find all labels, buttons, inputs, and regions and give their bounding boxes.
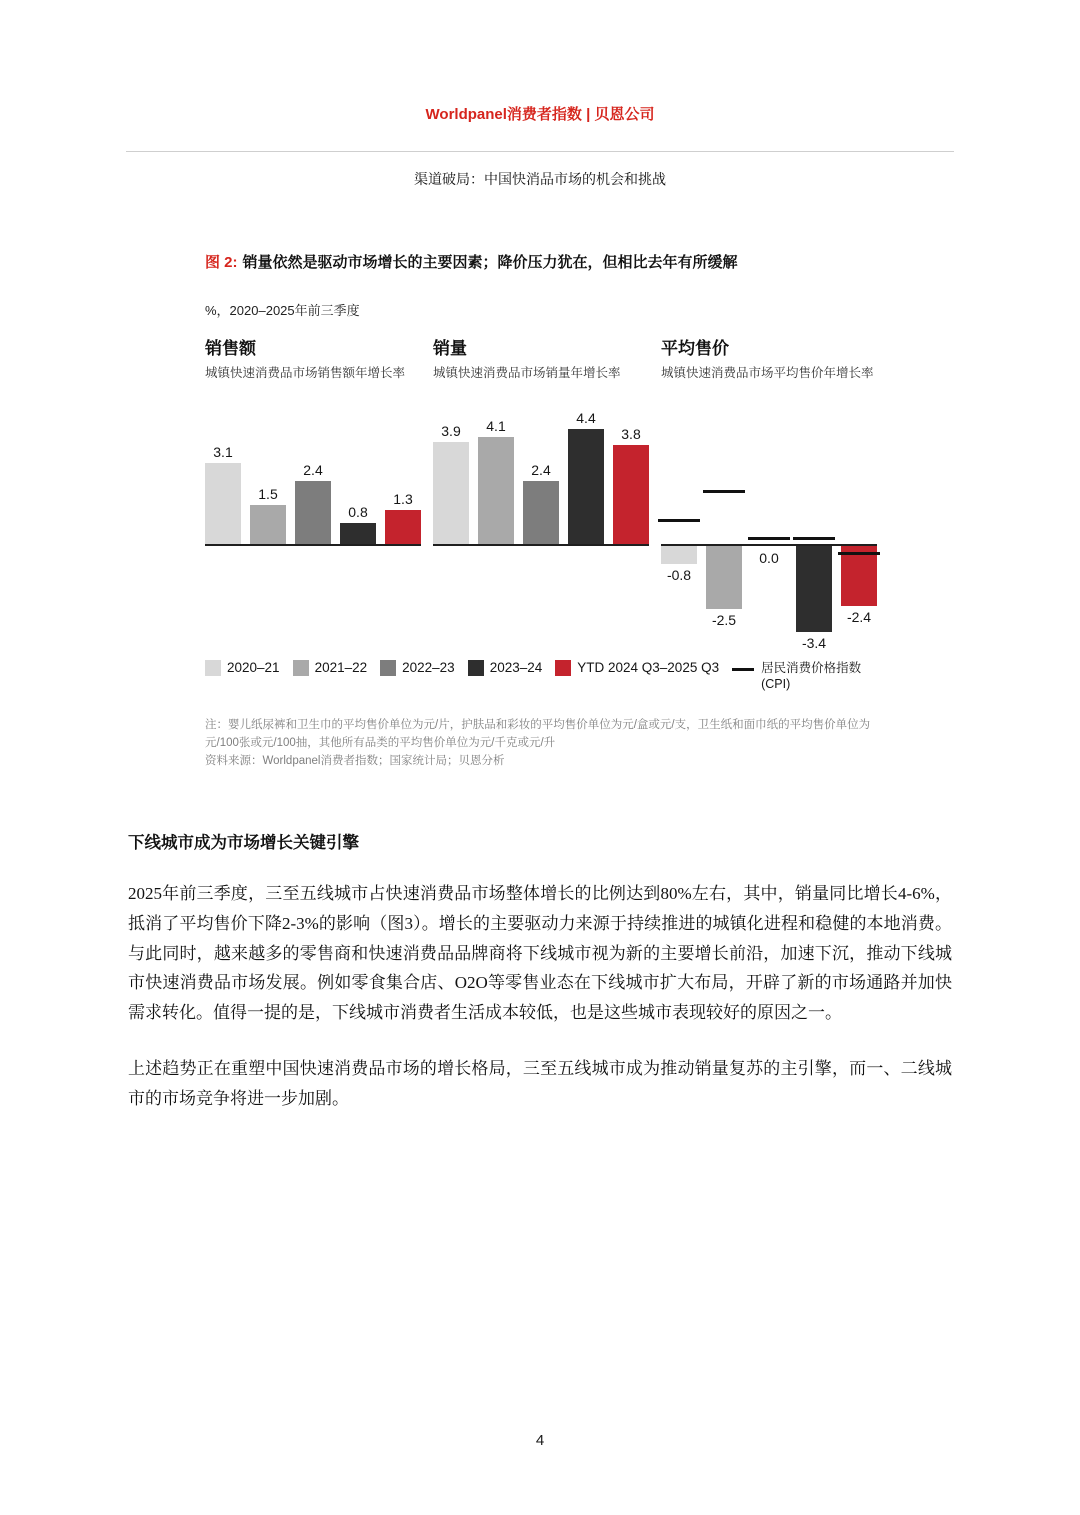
- document-title: 渠道破局：中国快消品市场的机会和挑战: [414, 171, 666, 187]
- bar-slot-2023–24: [568, 406, 604, 654]
- panel-title: 销量: [433, 338, 467, 358]
- bar-value-label: 1.5: [258, 485, 278, 502]
- bar-value-label: 3.8: [621, 425, 641, 442]
- bar: [340, 523, 376, 544]
- legend-cpi-label: 居民消费价格指数 (CPI): [761, 660, 862, 692]
- plot-area: [433, 406, 649, 654]
- bar: [796, 544, 832, 632]
- bar-slot-2021–22: [478, 406, 514, 654]
- panel-title: 平均售价: [661, 338, 729, 358]
- bar-value-label: 3.9: [441, 423, 461, 440]
- bar-slot-YTD 2024 Q3–2025 Q3: [613, 406, 649, 654]
- header-divider: [126, 151, 954, 152]
- bar-value-label: -0.8: [666, 567, 692, 584]
- bar-slot-2021–22: [250, 406, 286, 654]
- chart-panel-sales-value: [205, 334, 421, 654]
- bar-slot-2023–24: [340, 406, 376, 654]
- legend-label: 2021–22: [314, 660, 368, 675]
- bar-chart: [205, 334, 877, 654]
- bar-slot-YTD 2024 Q3–2025 Q3: [841, 406, 877, 654]
- bar-slot-2022–23: [751, 406, 787, 654]
- bar-slot-2022–23: [295, 406, 331, 654]
- panel-subtitle: 城镇快速消费品市场销售额年增长率: [205, 365, 406, 380]
- legend-swatch-icon: [380, 660, 396, 676]
- bar-value-label: 0.0: [759, 549, 779, 566]
- bar: [478, 437, 514, 544]
- plot-area: [661, 406, 877, 654]
- panel-title: 销售额: [205, 338, 256, 358]
- x-axis-line: [661, 544, 877, 546]
- legend: [205, 660, 905, 694]
- bar-value-label: 2.4: [303, 462, 323, 479]
- bar-value-label: 0.8: [348, 503, 368, 520]
- legend-swatch-icon: [205, 660, 221, 676]
- bar: [433, 442, 469, 543]
- bar: [523, 481, 559, 543]
- legend-item-0: [205, 660, 280, 676]
- bar: [295, 481, 331, 543]
- legend-item-4: [555, 660, 719, 676]
- header-brand: Worldpanel消费者指数 | 贝恩公司: [425, 106, 655, 123]
- legend-item-1: [293, 660, 368, 676]
- legend-swatch-icon: [555, 660, 571, 676]
- x-axis-line: [205, 544, 421, 546]
- bar-slot-2020–21: [433, 406, 469, 654]
- legend-item-cpi: [732, 660, 863, 694]
- legend-label: 2020–21: [227, 660, 280, 675]
- figure-title: [205, 253, 960, 273]
- body-paragraph-1: 2025年前三季度，三至五线城市占快速消费品市场整体增长的比例达到80%左右，其中，销量同比增长4-6%，抵消了平均售价下降2-3%的影响（图3）。增长的主要驱动力来源于持续推进的城镇化进程和稳健的本地消费。与此同时，越来越多的零售商和快速消费品品牌商将下线城市视为新的主要增长前沿，加速下沉，推动下线城市快速消费品市场发展。例如零食集合店、O2O等零售业态在下线城市扩大布局，开辟了新的市场通路并加快需求转化。值得一提的是，下线城市消费者生活成本较低，也是这些城市表现较好的原因之一。: [128, 883, 952, 1023]
- note-source: 资料来源：Worldpanel消费者指数；国家统计局；贝恩分析: [205, 754, 505, 767]
- body-section: [128, 829, 952, 1114]
- panel-subtitle: 城镇快速消费品市场平均售价年增长率: [661, 365, 874, 380]
- body-paragraph-2: 上述趋势正在重塑中国快速消费品市场的增长格局，三至五线城市成为推动销量复苏的主引擎，而一、二线城市的市场竞争将进一步加剧。: [128, 1059, 952, 1109]
- legend-item-3: [468, 660, 543, 676]
- bar-slot-2020–21: [661, 406, 697, 654]
- bar: [568, 429, 604, 543]
- bar-slot-2020–21: [205, 406, 241, 654]
- plot-area: [205, 406, 421, 654]
- bar-value-label: -2.4: [846, 608, 872, 625]
- legend-swatch-icon: [293, 660, 309, 676]
- bar-slot-2023–24: [796, 406, 832, 654]
- bar: [661, 544, 697, 565]
- note-units: 注：婴儿纸尿裤和卫生巾的平均售价单位为元/片，护肤品和彩妆的平均售价单位为元/盒或元/支，卫生纸和面巾纸的平均售价单位为元/100张或元/100抽，其他所有品类的平均售价单位为元/千克或元/升: [205, 719, 871, 750]
- bar-slot-2022–23: [523, 406, 559, 654]
- bar: [385, 510, 421, 544]
- bar-value-label: 4.1: [486, 417, 506, 434]
- figure-notes: [205, 717, 903, 770]
- legend-label: 2022–23: [402, 660, 455, 675]
- bar-slot-2021–22: [706, 406, 742, 654]
- cpi-marker: [748, 537, 790, 540]
- bar: [613, 445, 649, 544]
- chart-panel-volume: [433, 334, 649, 654]
- bar-value-label: -2.5: [711, 611, 737, 628]
- cpi-marker: [838, 552, 880, 555]
- cpi-marker: [793, 537, 835, 540]
- legend-label: 2023–24: [489, 660, 543, 675]
- panel-subtitle: 城镇快速消费品市场销量年增长率: [433, 365, 621, 380]
- figure-label: 图 2:: [205, 254, 238, 271]
- cpi-marker: [703, 490, 745, 493]
- bar-value-label: 2.4: [531, 462, 551, 479]
- bar-value-label: 4.4: [576, 410, 596, 427]
- bar-value-label: 3.1: [213, 443, 233, 460]
- x-axis-line: [433, 544, 649, 546]
- page-number: 4: [535, 1432, 545, 1449]
- bar-value-label: -3.4: [801, 634, 827, 651]
- cpi-marker: [658, 519, 700, 522]
- cpi-line-icon: [732, 668, 754, 671]
- figure-title-text: 销量依然是驱动市场增长的主要因素；降价压力犹在，但相比去年有所缓解: [242, 254, 738, 271]
- chart-panel-avg-price: [661, 334, 877, 654]
- bar: [205, 463, 241, 544]
- bar-slot-YTD 2024 Q3–2025 Q3: [385, 406, 421, 654]
- bar: [250, 505, 286, 544]
- figure-unit-line: %，2020–2025年前三季度: [205, 302, 360, 318]
- bar: [706, 544, 742, 609]
- legend-item-2: [380, 660, 455, 676]
- bar-value-label: 1.3: [393, 490, 413, 507]
- section-heading: 下线城市成为市场增长关键引擎: [128, 833, 359, 852]
- figure-2: [205, 253, 960, 771]
- legend-label: YTD 2024 Q3–2025 Q3: [577, 660, 720, 675]
- legend-swatch-icon: [468, 660, 484, 676]
